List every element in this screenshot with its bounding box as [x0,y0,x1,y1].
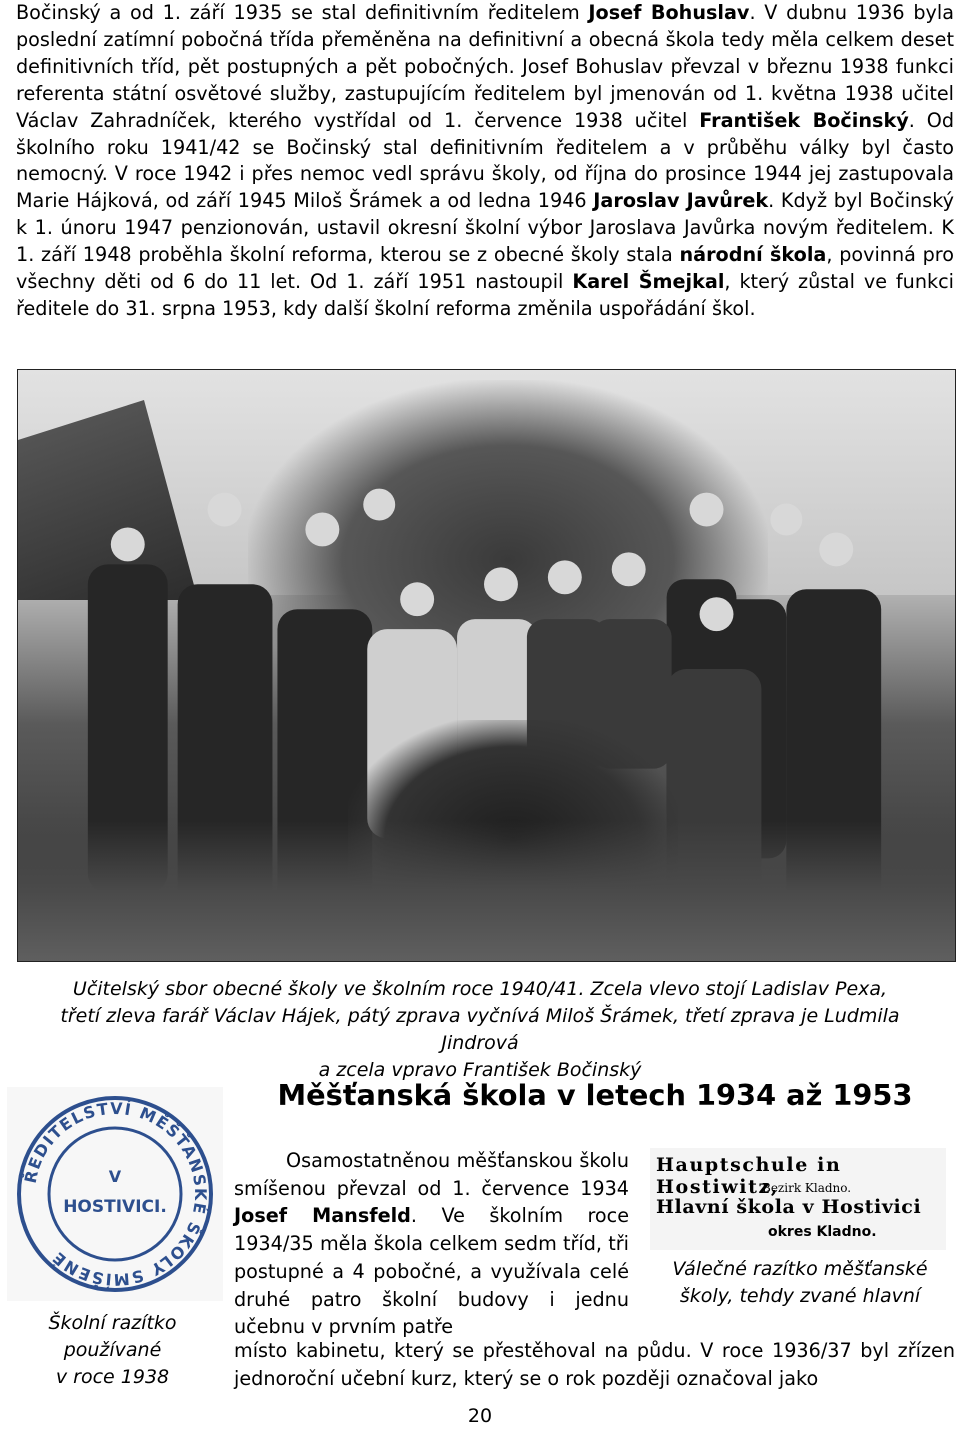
intro-text-4: . Když byl Bočinský k 1. únoru 1947 penzionován, ustavil okresní školní výbor Jaroslava Javůrka novým ředitelem. K 1. září 1948 proběhla školní reforma, kterou se z obecné školy stala [16,189,954,267]
name-bocinsky: František Bočinský [699,108,909,132]
intro-text-6: , který zůstal ve funkci ředitele do 31. srpna 1953, kdy další školní reforma změnila uspořádání škol. [16,270,955,320]
section-paragraph-continued [234,1337,955,1393]
intro-text-5: , povinná pro všechny děti od 6 do 11 let. Od 1. září 1951 nastoupil [16,243,954,294]
section-heading: Měšťanská škola v letech 1934 až 1953 [277,1078,913,1112]
term-narodni-skola: národní škola [679,243,827,267]
school-stamp-caption [10,1310,215,1391]
war-stamp-caption [652,1256,948,1310]
group-photo [17,369,956,962]
section-paragraph [234,1147,629,1341]
school-stamp-v: V [108,1167,122,1186]
school-stamp-ring-text: ŘEDITELSTVÍ MĚŠŤANSKÉ ŠKOLY SMÍŠENÉ [20,1098,211,1290]
name-javurek: Jaroslav Javůrek [593,189,769,213]
intro-text-3: . Od školního roku 1941/42 se Bočinský stal definitivním ředitelem a v průběhu války byl často nemocný. V roce 1942 i přes nemoc vedl správu školy, od října do prosince 1944 jej zastupovala Marie Hájková, od září 1945 Miloš Šrámek a od ledna 1946 [16,108,954,213]
war-stamp-image [650,1148,946,1250]
war-stamp-caption-line-2: školy, tehdy zvané hlavní [679,1285,921,1307]
section-text-2: . Ve školním roce 1934/35 měla škola celkem sedm tříd, tři postupné a 4 pobočné, a využívala celé druhé patro školní budovy i jednu učebnu v prvním patře [234,1204,630,1339]
school-stamp-caption-line-1: Školní razítko [48,1312,177,1334]
photo-caption [20,976,940,1084]
school-stamp-image [7,1087,223,1301]
war-stamp-line-1: Hauptschule in Hostiwitz, [656,1154,842,1198]
intro-paragraph [16,0,954,323]
name-smejkal: Karel Šmejkal [572,270,725,294]
section-text-3: místo kabinetu, který se přestěhoval na půdu. V roce 1936/37 byl zřízen jednoroční učební kurz, který se o rok později označoval jako [234,1339,955,1390]
name-mansfeld: Josef Mansfeld [234,1204,411,1228]
photo-caption-line-1: Učitelský sbor obecné školy ve školním roce 1940/41. Zcela vlevo stojí Ladislav Pexa, [72,978,888,1000]
school-stamp-caption-line-3: v roce 1938 [55,1366,170,1388]
section-text-1: Osamostatněnou měšťanskou školu smíšenou převzal od 1. července 1934 [234,1149,629,1200]
school-stamp-caption-line-2: používané [63,1339,162,1361]
school-stamp-place: HOSTIVICI. [63,1197,167,1217]
war-stamp-line-2: Bezirk Kladno. [762,1181,852,1195]
intro-text-2: . V dubnu 1936 byla poslední zatímní pobočná třída přeměněna na definitivní a obecná škola tedy měla celkem deset definitivních tříd, pět postupných a pět pobočných. Josef Bohuslav převzal v březnu 1938 funkci referenta státní osvětové služby, zastupujícím ředitelem byl jmenován od 1. května 1938 učitel Václav Zahradníček, kterého vystřídal od 1. července 1938 učitel [16,1,954,132]
page-number: 20 [467,1405,493,1427]
war-stamp-caption-line-1: Válečné razítko měšťanské [672,1258,928,1280]
war-stamp-line-4: okres Kladno. [768,1224,877,1240]
name-bohuslav: Josef Bohuslav [588,1,750,24]
war-stamp-line-3: Hlavní škola v Hostivici [656,1196,922,1218]
photo-caption-line-3: a zcela vpravo František Bočinský [318,1059,642,1081]
intro-text-1: Bočinský a od 1. září 1935 se stal definitivním ředitelem [16,1,589,24]
photo-caption-line-2: třetí zleva farář Václav Hájek, pátý zprava vyčnívá Miloš Šrámek, třetí zprava je Ludmila Jindrová [60,1005,900,1054]
